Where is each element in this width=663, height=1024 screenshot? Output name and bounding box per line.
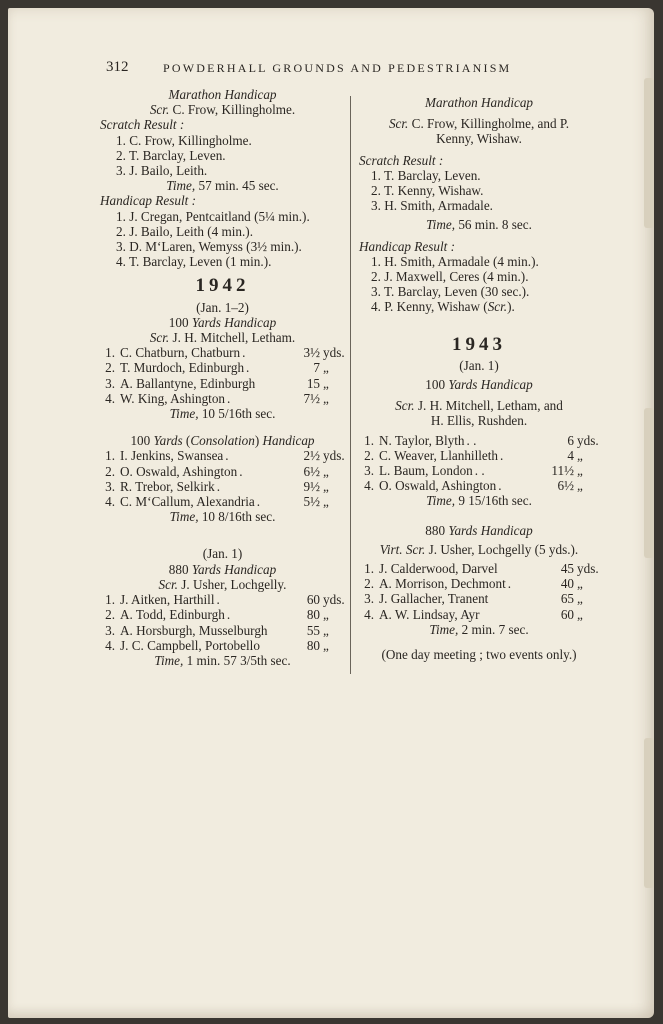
result-line: 2. J. Maxwell, Ceres (4 min.). — [371, 269, 529, 285]
result-row: 1. I. Jenkins, Swansea . 2½ yds. — [105, 448, 345, 464]
marathon-handicap-1942 — [359, 95, 599, 315]
time-line: Time, 9 15/16th sec. — [426, 493, 532, 509]
column-divider — [350, 96, 351, 674]
event-title: Marathon Handicap — [424, 95, 534, 110]
result-row: 3. A. Ballantyne, Edinburgh 15 „ — [105, 375, 329, 391]
scratch-line: Scr. C. Frow, Killingholme. — [149, 102, 296, 118]
meeting-date: (Jan. 1) — [459, 357, 499, 373]
result-heading: Handicap Result : — [100, 193, 196, 209]
result-row: 4. O. Oswald, Ashington . 6½ „ — [364, 478, 583, 494]
scratch-line-cont: Kenny, Wishaw. — [436, 131, 522, 147]
result-row: 4. C. M‘Callum, Alexandria . 5½ „ — [105, 494, 329, 510]
event-title: 880 Yards Handicap — [425, 522, 533, 538]
binding-stitch — [644, 408, 654, 558]
result-heading: Handicap Result : — [359, 238, 455, 254]
running-title: POWDERHALL GROUNDS AND PEDESTRIANISM — [163, 61, 512, 75]
event-title: Marathon Handicap — [168, 87, 277, 102]
result-row: 4. A. W. Lindsay, Ayr 60 „ — [364, 606, 583, 622]
scratch-line-cont: H. Ellis, Rushden. — [430, 413, 528, 429]
result-row: 3. J. Gallacher, Tranent 65 „ — [364, 591, 583, 607]
marathon-handicap-1941 — [100, 87, 345, 269]
event-100-yards — [100, 315, 345, 421]
result-row: 1. J. Calderwood, Darvel 45 yds. — [364, 561, 599, 577]
scratch-line: Scr. J. Usher, Lochgelly. — [158, 576, 287, 592]
result-line: 1. C. Frow, Killingholme. — [116, 132, 252, 148]
scratch-line: Scr. J. H. Mitchell, Letham. — [149, 330, 296, 346]
result-heading: Scratch Result : — [100, 117, 185, 133]
result-row: 4. W. King, Ashington . 7½ „ — [105, 390, 329, 406]
time-line: Time, 2 min. 7 sec. — [429, 621, 529, 637]
event-title: 100 Yards Handicap — [168, 314, 277, 330]
result-line: 4. T. Barclay, Leven (1 min.). — [116, 254, 272, 270]
event-880-yards — [359, 523, 599, 663]
page-header — [106, 59, 566, 79]
result-line: 3. J. Bailo, Leith. — [116, 163, 208, 179]
result-row: 2. T. Murdoch, Edinburgh . 7 „ — [105, 360, 329, 376]
left-column — [100, 87, 345, 668]
result-line: 1. T. Barclay, Leven. — [371, 167, 481, 183]
binding-stitch — [644, 78, 654, 228]
result-row: 3. L. Baum, London . . 11½ „ — [364, 463, 583, 479]
event-title: 880 Yards Handicap — [168, 561, 277, 577]
result-line: 2. J. Bailo, Leith (4 min.). — [116, 223, 253, 239]
result-row: 1. N. Taylor, Blyth . . 6 yds. — [364, 432, 599, 448]
result-line: 1. H. Smith, Armadale (4 min.). — [371, 253, 539, 269]
result-row: 3. R. Trebor, Selkirk . 9½ „ — [105, 478, 329, 494]
meeting-note: (One day meeting ; two events only.) — [381, 647, 577, 663]
result-row: 1. C. Chatburn, Chatburn . 3½ yds. — [105, 345, 345, 361]
time-line: Time, 10 8/16th sec. — [169, 509, 276, 525]
result-heading: Scratch Result : — [359, 152, 444, 168]
meeting-date: (Jan. 1–2) — [196, 299, 249, 315]
result-line: 1. J. Cregan, Pentcaitland (5¼ min.). — [116, 208, 310, 224]
result-line: 3. D. M‘Laren, Wemyss (3½ min.). — [116, 239, 302, 255]
time-line: Time, 1 min. 57 3/5th sec. — [154, 652, 291, 668]
result-row: 3. A. Horsburgh, Musselburgh 55 „ — [105, 622, 329, 638]
result-line: 3. H. Smith, Armadale. — [371, 198, 493, 214]
result-row: 1. J. Aitken, Harthill . 60 yds. — [105, 592, 345, 608]
event-100-yards — [359, 377, 599, 509]
scratch-line: Scr. C. Frow, Killingholme, and P. — [388, 116, 570, 132]
year-heading: 1942 — [195, 275, 250, 297]
event-100-yards-consolation — [100, 433, 345, 524]
result-row: 4. J. C. Campbell, Portobello 80 „ — [105, 637, 329, 653]
result-line: 2. T. Barclay, Leven. — [116, 147, 226, 163]
result-row: 2. O. Oswald, Ashington . 6½ „ — [105, 463, 329, 479]
binding-stitch — [644, 738, 654, 888]
result-line: 3. T. Barclay, Leven (30 sec.). — [371, 284, 530, 300]
time-line: Time, 10 5/16th sec. — [169, 406, 276, 422]
event-title: 100 Yards Handicap — [425, 377, 533, 393]
page-number: 312 — [106, 59, 129, 75]
scratch-line: Scr. J. H. Mitchell, Letham, and — [395, 398, 563, 414]
event-880-yards — [100, 546, 345, 668]
result-row: 2. A. Morrison, Dechmont . 40 „ — [364, 576, 583, 592]
right-column — [359, 87, 599, 662]
scratch-line: Virt. Scr. J. Usher, Lochgelly (5 yds.). — [379, 541, 579, 557]
year-heading: 1943 — [452, 333, 506, 355]
event-title: 100 Yards (Consolation) Handicap — [130, 433, 315, 449]
time-line: Time, 57 min. 45 sec. — [166, 178, 279, 194]
result-row: 2. C. Weaver, Llanhilleth . 4 „ — [364, 447, 583, 463]
result-line: 2. T. Kenny, Wishaw. — [371, 183, 484, 199]
meeting-date: (Jan. 1) — [202, 546, 243, 562]
time-line: Time, 56 min. 8 sec. — [426, 217, 532, 233]
result-line: 4. P. Kenny, Wishaw (Scr.). — [371, 299, 515, 315]
result-row: 2. A. Todd, Edinburgh . 80 „ — [105, 607, 329, 623]
